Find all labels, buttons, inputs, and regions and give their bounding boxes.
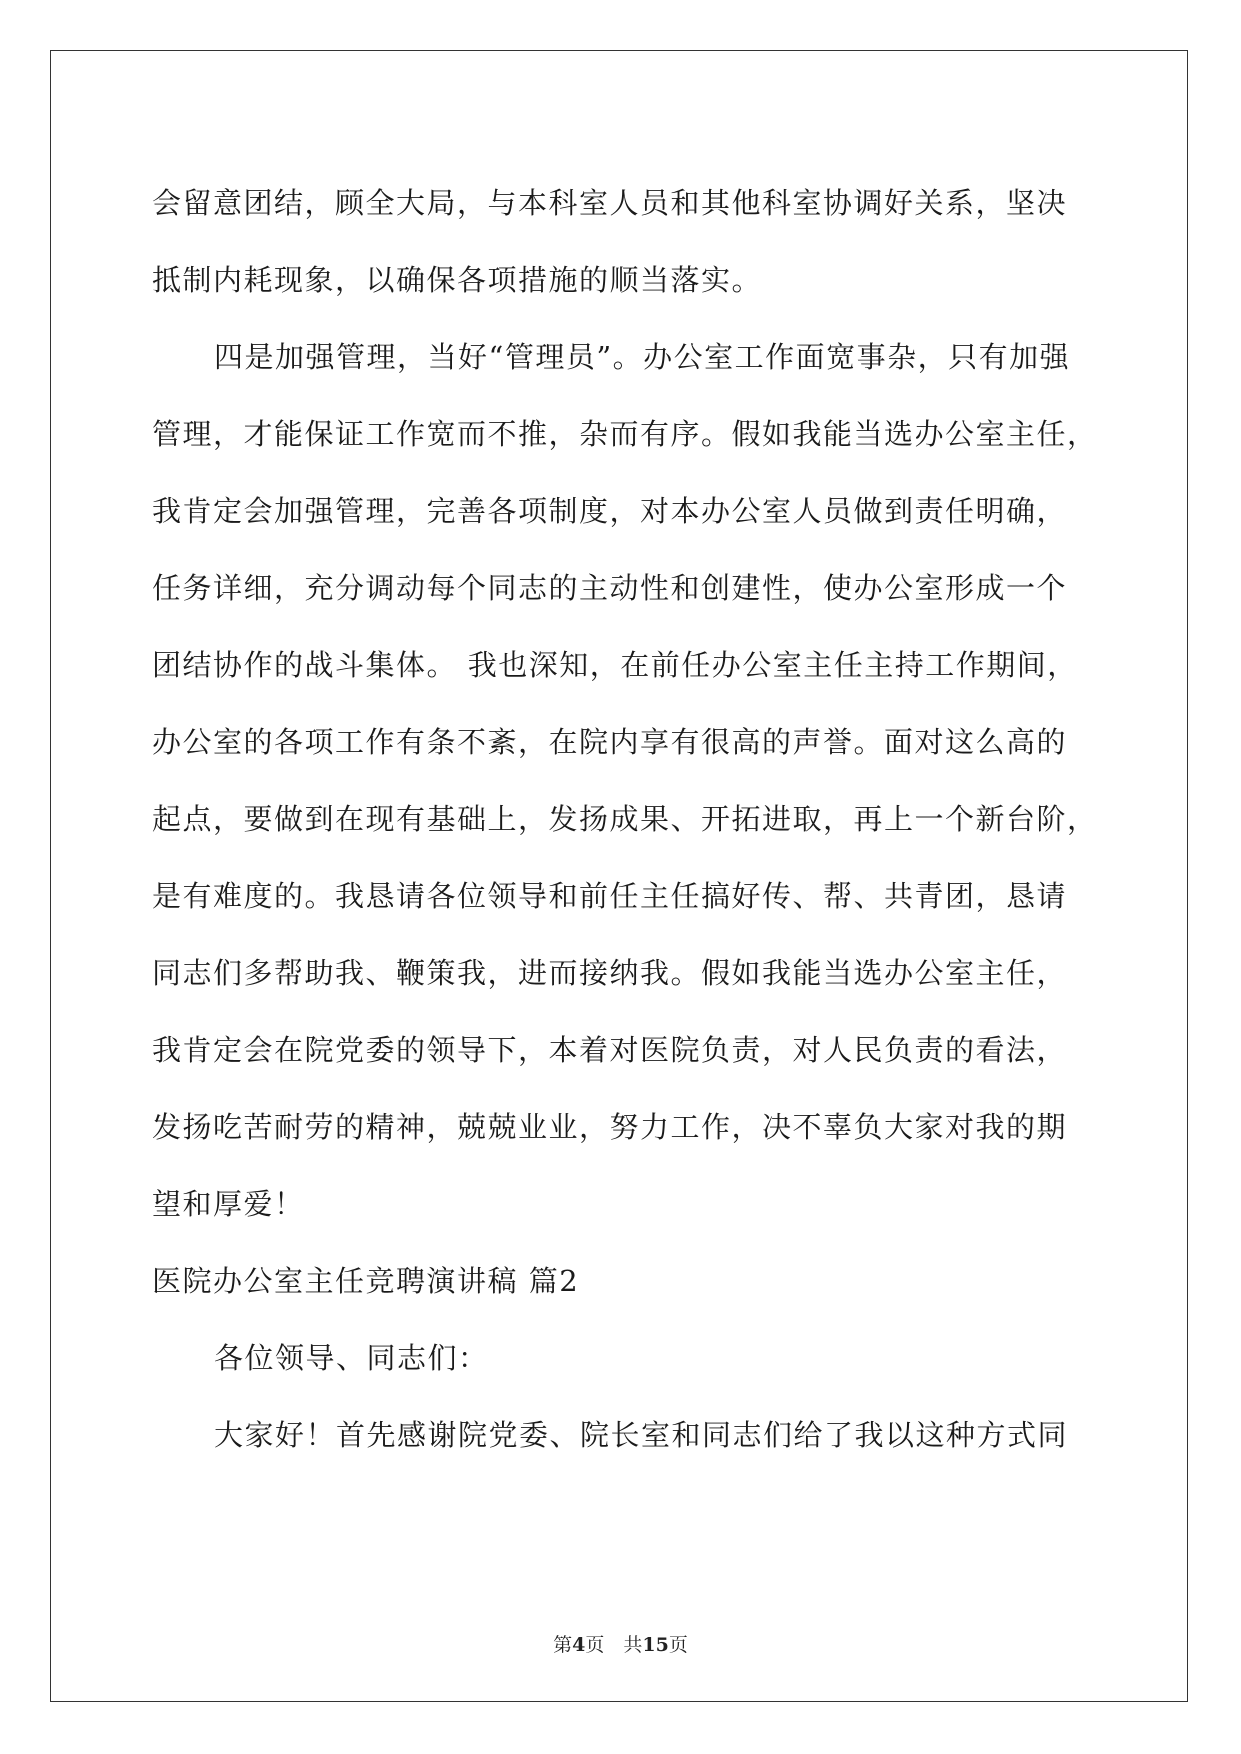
- footer-total-pages: 15: [642, 1634, 669, 1656]
- footer-prefix: 第: [553, 1634, 573, 1656]
- text-line-17: 大家好！首先感谢院党委、院长室和同志们给了我以这种方式同: [214, 1418, 1069, 1452]
- text-line-14: 望和厚爱！: [152, 1187, 305, 1221]
- document-body: [152, 165, 1098, 1474]
- text-line-1: 会留意团结，顾全大局，与本科室人员和其他科室协调好关系，坚决: [152, 186, 1068, 220]
- salutation: 各位领导、同志们：: [214, 1341, 489, 1375]
- text-line-11: 同志们多帮助我、鞭策我，进而接纳我。假如我能当选办公室主任，: [152, 956, 1068, 990]
- text-line-8: 办公室的各项工作有条不紊，在院内享有很高的声誉。面对这么高的: [152, 725, 1068, 759]
- text-line-3: 四是加强管理，当好“管理员”。办公室工作面宽事杂，只有加强: [214, 340, 1071, 374]
- text-line-12: 我肯定会在院党委的领导下，本着对医院负责，对人民负责的看法，: [152, 1033, 1068, 1067]
- text-line-6: 任务详细，充分调动每个同志的主动性和创建性，使办公室形成一个: [152, 571, 1068, 605]
- text-line-13: 发扬吃苦耐劳的精神，兢兢业业，努力工作，决不辜负大家对我的期: [152, 1110, 1068, 1144]
- section-heading: 医院办公室主任竞聘演讲稿 篇2: [152, 1264, 580, 1298]
- footer-suffix: 页: [668, 1634, 688, 1656]
- page-footer: [0, 1630, 1241, 1657]
- text-line-4: 管理，才能保证工作宽而不推，杂而有序。假如我能当选办公室主任，: [152, 417, 1098, 451]
- text-line-2: 抵制内耗现象，以确保各项措施的顺当落实。: [152, 263, 763, 297]
- text-line-9: 起点，要做到在现有基础上，发扬成果、开拓进取，再上一个新台阶，: [152, 802, 1098, 836]
- footer-page-number: 4: [572, 1634, 586, 1656]
- text-line-7: 团结协作的战斗集体。 我也深知，在前任办公室主任主持工作期间，: [152, 648, 1078, 682]
- footer-middle: 页 共: [585, 1634, 643, 1656]
- text-line-5: 我肯定会加强管理，完善各项制度，对本办公室人员做到责任明确，: [152, 494, 1068, 528]
- text-line-10: 是有难度的。我恳请各位领导和前任主任搞好传、帮、共青团，恳请: [152, 879, 1068, 913]
